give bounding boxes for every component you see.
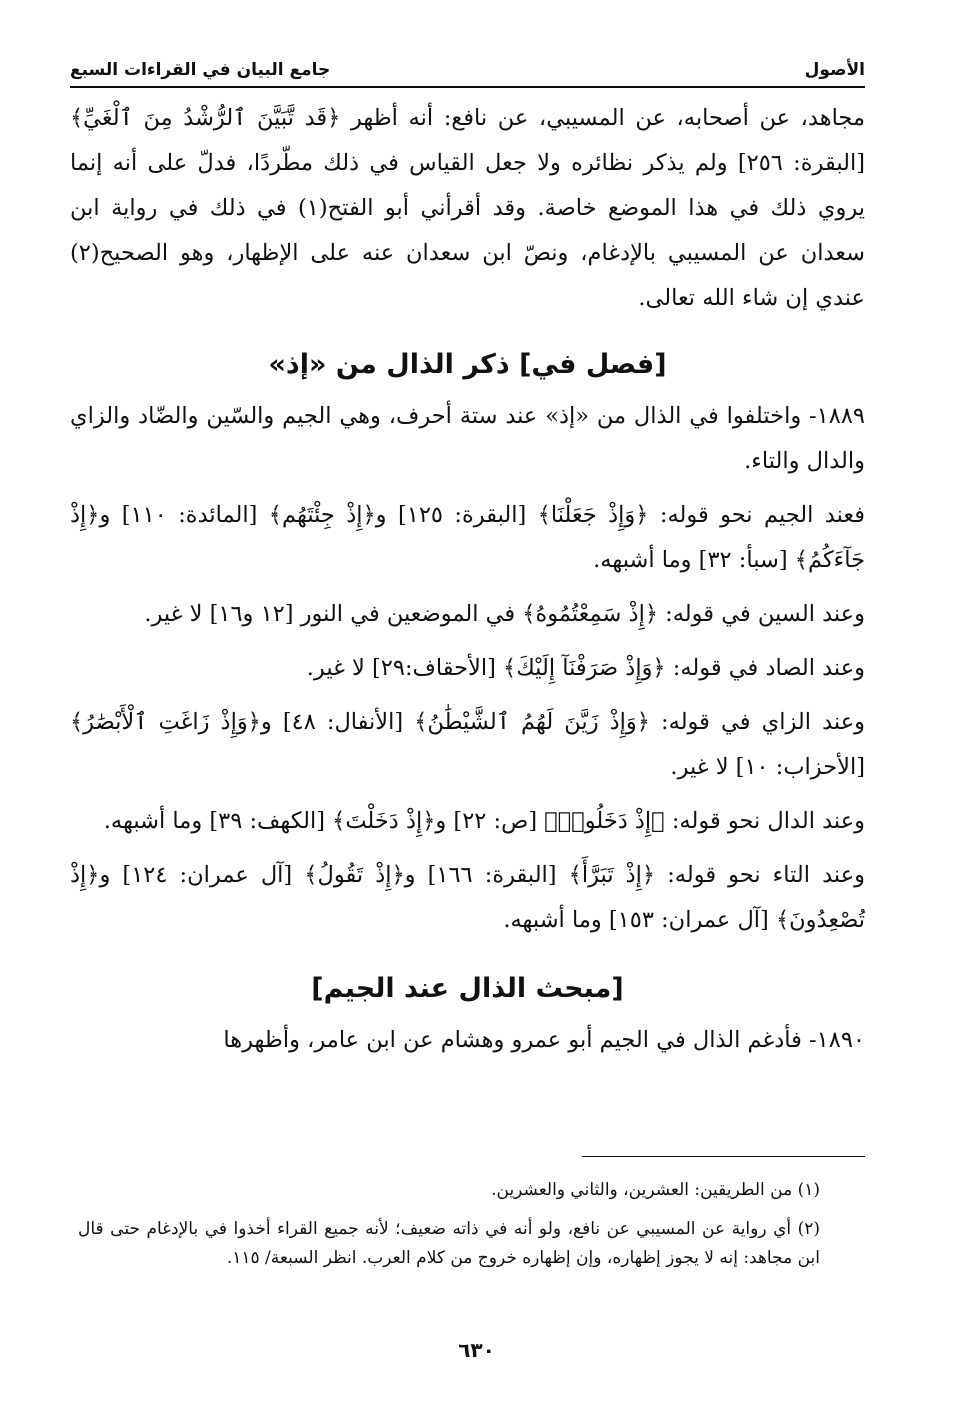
header-section-title: الأصول [804, 60, 865, 80]
page [70, 60, 865, 1072]
section-heading-2: [مبحث الذال عند الجيم] [311, 973, 624, 1004]
section-heading-1: [فصل في] ذكر الذال من «إذ» [268, 349, 667, 380]
paragraph-dal: وعند الدال نحو قوله: ﴿إِذْ دَخَلُوا۟﴾ [ص: ٢٢] و﴿إِذْ دَخَلْتَ﴾ [الكهف: ٣٩] وما أشبهه. [103, 808, 865, 834]
paragraph-zay: وعند الزاي في قوله: ﴿وَإِذْ زَيَّنَ لَهُمُ ٱلشَّيْطَٰنُ﴾ [الأنفال: ٤٨] و﴿وَإِذْ زَاغَتِ ٱلْأَبْصَٰرُ﴾ [الأحزاب: ١٠] لا غير. [70, 709, 865, 780]
paragraph-1889: ١٨٨٩- واختلفوا في الذال من «إذ» عند ستة أحرف، وهي الجيم والسّين والضّاد والزاي والدال والتاء. [70, 403, 865, 474]
header-book-title: جامع البيان في القراءات السبع [70, 60, 331, 80]
page-number: ٦٣٠ [458, 1338, 495, 1362]
paragraph-1890: ١٨٩٠- فأدغم الذال في الجيم أبو عمرو وهشام عن ابن عامر، وأظهرها [223, 1027, 865, 1053]
footnote-separator [582, 1156, 865, 1157]
footnote-2: (٢) أي رواية عن المسيبي عن نافع، ولو أنه في ذاته ضعيف؛ لأنه جميع القراء أخذوا في بالإدغام حتى قال ابن مجاهد: إنه لا يجوز إظهاره، وإن إظهاره خروج من كلام العرب. انظر السبعة/ ١١٥. [78, 1219, 820, 1268]
footnotes [78, 1176, 820, 1283]
paragraph-sad: وعند الصاد في قوله: ﴿وَإِذْ صَرَفْنَآ إِلَيْكَ﴾ [الأحقاف:٢٩] لا غير. [306, 655, 865, 681]
running-header [70, 60, 865, 88]
paragraph-ta: وعند التاء نحو قوله: ﴿إِذْ تَبَرَّأَ﴾ [البقرة: ١٦٦] و﴿إِذْ تَقُولُ﴾ [آل عمران: ١٢٤] و﴿إِذْ تُصْعِدُونَ﴾ [آل عمران: ١٥٣] وما أشبهه. [70, 862, 865, 933]
intro-paragraph: مجاهد، عن أصحابه، عن المسيبي، عن نافع: أنه أظهر ﴿قَد تَّبَيَّنَ ٱلرُّشْدُ مِنَ ٱلْغَيِّ﴾ [البقرة: ٢٥٦] ولم يذكر نظائره ولا جعل القياس في ذلك مطّردًا، فدلّ على أنه إنما يروي ذلك في هذا الموضع خاصة. وقد أقرأني أبو الفتح(١) في ذلك في رواية ابن سعدان عن المسيبي بالإدغام، ونصّ ابن سعدان عنه على الإظهار، وهو الصحيح(٢) عندي إن شاء الله تعالى. [70, 105, 865, 311]
footnote-1: (١) من الطريقين: العشرين، والثاني والعشرين. [491, 1180, 820, 1200]
paragraph-sin: وعند السين في قوله: ﴿إِذْ سَمِعْتُمُوهُ﴾ في الموضعين في النور [١٢ و١٦] لا غير. [144, 601, 865, 627]
paragraph-jim: فعند الجيم نحو قوله: ﴿وَإِذْ جَعَلْنَا﴾ [البقرة: ١٢٥] و﴿إِذْ جِئْتَهُم﴾ [المائدة: ١١٠] و﴿إِذْ جَآءَكُمُ﴾ [سبأ: ٣٢] وما أشبهه. [70, 502, 865, 573]
